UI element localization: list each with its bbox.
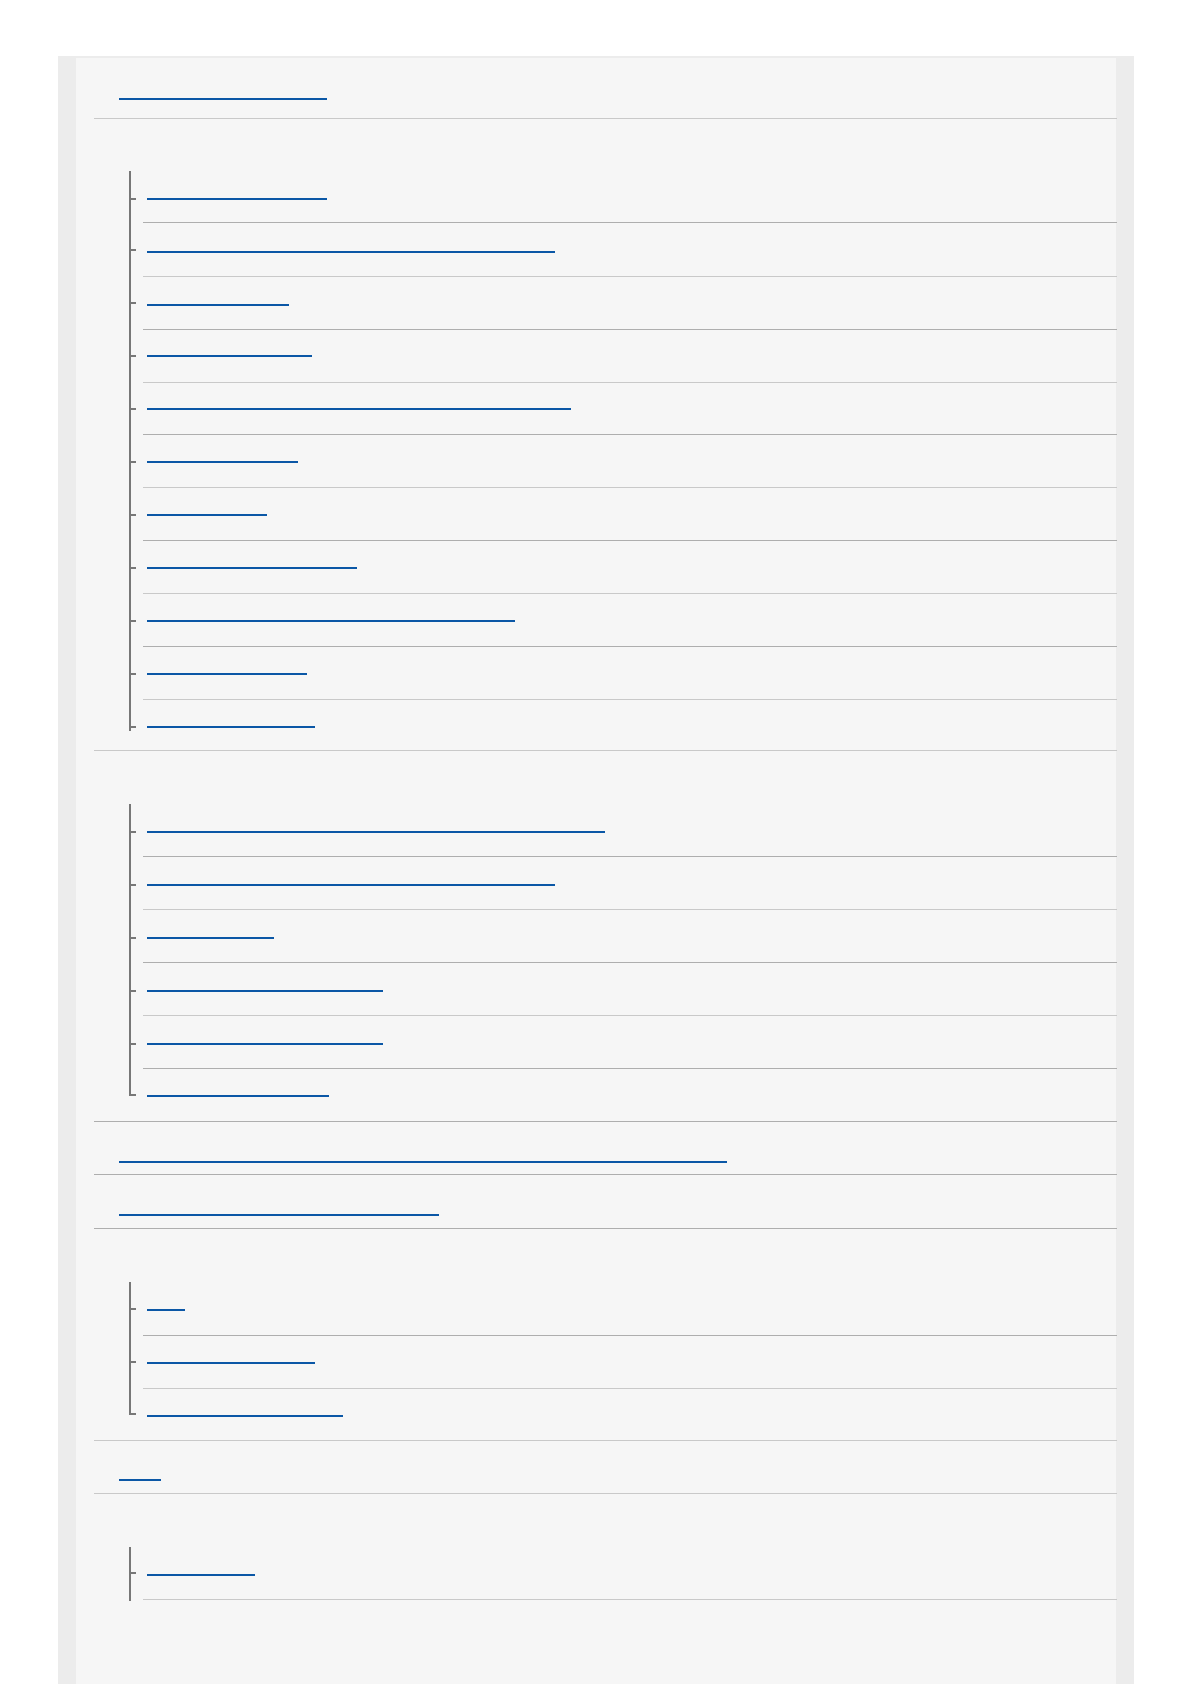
toc-item-link[interactable] <box>147 816 605 838</box>
tree-tick <box>129 1094 136 1096</box>
tree-tick <box>129 461 136 463</box>
separator <box>143 699 1117 700</box>
toc-item-link[interactable] <box>147 975 383 997</box>
separator <box>94 1121 1117 1122</box>
toc-item-label <box>147 605 515 622</box>
separator <box>94 1493 1117 1494</box>
toc-section-link[interactable] <box>119 1146 727 1168</box>
separator <box>94 1228 1117 1229</box>
toc-section-label <box>119 1464 161 1481</box>
separator <box>94 1440 1117 1441</box>
toc-item-link[interactable] <box>147 1559 255 1581</box>
separator <box>143 222 1117 223</box>
separator <box>94 1174 1117 1175</box>
toc-item-label <box>147 1080 329 1097</box>
toc-item-label <box>147 552 357 569</box>
toc-item-label <box>147 393 571 410</box>
separator <box>143 434 1117 435</box>
separator <box>143 382 1117 383</box>
toc-section-label <box>119 83 327 100</box>
tree-tick <box>129 1308 136 1310</box>
toc-item-label <box>147 183 327 200</box>
toc-item-link[interactable] <box>147 1028 383 1050</box>
tree-tick <box>129 408 136 410</box>
separator <box>143 487 1117 488</box>
separator <box>143 1388 1117 1389</box>
tree-tick <box>129 831 136 833</box>
toc-section-link[interactable] <box>119 83 327 105</box>
separator <box>143 962 1117 963</box>
tree-tick <box>129 1361 136 1363</box>
toc-item-link[interactable] <box>147 1294 185 1316</box>
toc-item-label <box>147 1294 185 1311</box>
tree-tick <box>129 673 136 675</box>
toc-item-label <box>147 816 605 833</box>
toc-item-link[interactable] <box>147 393 571 415</box>
toc-item-link[interactable] <box>147 922 274 944</box>
separator <box>143 593 1117 594</box>
toc-item-label <box>147 658 307 675</box>
toc-item-label <box>147 1347 315 1364</box>
toc-section-label <box>119 1146 727 1163</box>
toc-item-link[interactable] <box>147 658 307 680</box>
tree-tick <box>129 198 136 200</box>
toc-item-label <box>147 1400 343 1417</box>
toc-item-label <box>147 869 555 886</box>
separator <box>143 1068 1117 1069</box>
separator <box>143 1599 1117 1600</box>
tree-tick <box>129 990 136 992</box>
tree-tick <box>129 302 136 304</box>
toc-item-label <box>147 711 315 728</box>
toc-item-link[interactable] <box>147 289 289 311</box>
separator <box>143 1335 1117 1336</box>
toc-item-label <box>147 289 289 306</box>
toc-item-link[interactable] <box>147 340 312 362</box>
tree-tick <box>129 1413 136 1415</box>
tree-tick <box>129 1572 136 1574</box>
tree-line <box>129 1282 131 1414</box>
toc-item-link[interactable] <box>147 183 327 205</box>
toc-item-link[interactable] <box>147 446 298 468</box>
toc-item-link[interactable] <box>147 1347 315 1369</box>
toc-item-label <box>147 340 312 357</box>
tree-line <box>129 804 131 1096</box>
toc-item-link[interactable] <box>147 869 555 891</box>
toc-section-link[interactable] <box>119 1199 439 1221</box>
toc-item-link[interactable] <box>147 1080 329 1102</box>
toc-item-label <box>147 1028 383 1045</box>
separator <box>143 856 1117 857</box>
tree-tick <box>129 884 136 886</box>
tree-tick <box>129 514 136 516</box>
separator <box>143 909 1117 910</box>
toc-section-link[interactable] <box>119 1464 161 1486</box>
tree-tick <box>129 937 136 939</box>
toc-item-link[interactable] <box>147 236 555 258</box>
separator <box>143 540 1117 541</box>
toc-item-label <box>147 499 267 516</box>
tree-tick <box>129 726 136 728</box>
tree-tick <box>129 567 136 569</box>
toc-item-label <box>147 1559 255 1576</box>
separator <box>143 646 1117 647</box>
tree-tick <box>129 355 136 357</box>
tree-tick <box>129 1043 136 1045</box>
toc-item-link[interactable] <box>147 605 515 627</box>
toc-item-label <box>147 236 555 253</box>
separator <box>94 118 1117 119</box>
toc-section-label <box>119 1199 439 1216</box>
separator <box>143 276 1117 277</box>
toc-item-link[interactable] <box>147 1400 343 1422</box>
separator <box>143 1015 1117 1016</box>
tree-line <box>129 1547 131 1601</box>
tree-line <box>129 171 131 731</box>
separator <box>94 750 1117 751</box>
toc-item-label <box>147 922 274 939</box>
toc-item-link[interactable] <box>147 711 315 733</box>
toc-item-label <box>147 975 383 992</box>
toc-item-label <box>147 446 298 463</box>
separator <box>143 329 1117 330</box>
tree-tick <box>129 620 136 622</box>
toc-item-link[interactable] <box>147 552 357 574</box>
toc-item-link[interactable] <box>147 499 267 521</box>
tree-tick <box>129 249 136 251</box>
